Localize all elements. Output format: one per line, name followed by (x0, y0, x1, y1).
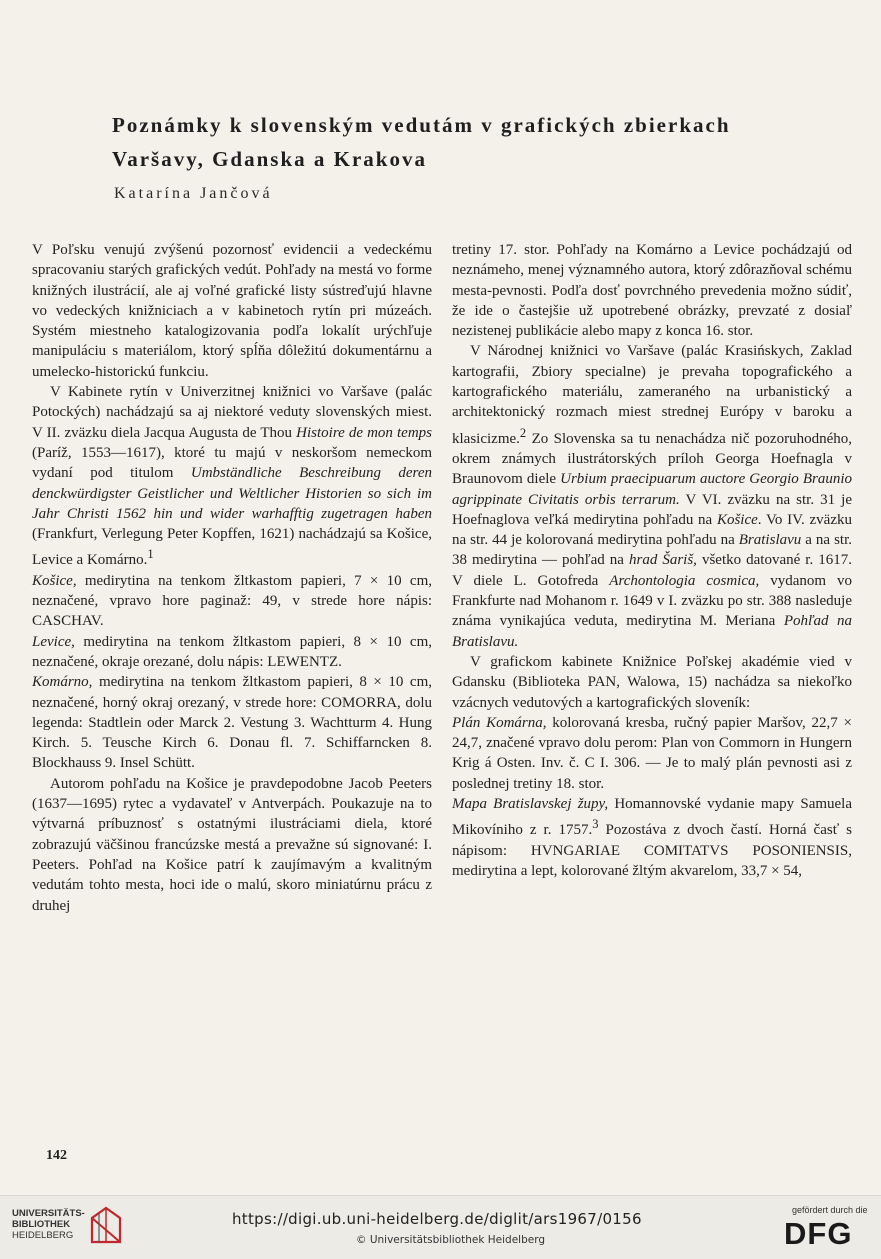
italic-text: Komárno, (32, 674, 93, 691)
italic-text: Košice (716, 511, 758, 528)
entry (32, 571, 432, 632)
text: kolorovaná kresba, ručný papier Maršov, 22,7 × 24,7, značené vpravo dolu perom: Plan von Commorn in Hungern Krig á Osten. Inv. č. C I. 306. — Je to malý plán pevnosti asi z poslednej tretiny 18. stor. (452, 714, 852, 792)
text: V Národnej knižnici vo Varšave (palác Krasińskych, Zaklad kartografii, Zbiory specialne) je prevaha topografického a kartografického materiálu, zameraného na urbanistický a architektonický rozmach miest strednej Európy v baroku a klasicizme. (452, 343, 852, 447)
dfg-logo[interactable]: DFG (784, 1216, 853, 1251)
entry (452, 713, 852, 794)
library-emblem-icon (88, 1204, 124, 1244)
paragraph: V Poľsku venujú zvýšenú pozornosť evidencii a vedeckému spracovaniu starých grafických vedút. Pohľady na mestá vo forme knižných ilustrácií, ale aj voľné grafické listy sústreďujú hlavne vo vedeckých knižniciach a v kabinetoch rytín pri múzeách. Systém miestneho katalogizovania podľa lokalít urýchľuje manipuláciu s materiálom, ktorý spĺňa dôležitú dokumentárnu a umelecko-historickú funkciu. (32, 242, 432, 380)
text: (Paríž, 1553—1617), ktoré tu majú v neskoršom nemeckom vydaní pod titulom (32, 444, 432, 482)
text: medirytina na tenkom žltkastom papieri, 7 × 10 cm, neznačené, vpravo hore paginaž: 49, v strede hore nápis: CASCHAV. (32, 572, 432, 630)
paragraph (452, 341, 852, 651)
text: Homannovské vydanie mapy Samuela Mikovíniho z r. 1757. (452, 796, 852, 839)
viewer-footer (0, 1195, 881, 1259)
italic-text: Košice, (32, 572, 77, 589)
funding-note: gefördert durch die (792, 1205, 868, 1215)
text: V VI. zväzku na str. 31 je Hoefnaglova veľká medirytina pohľadu na (452, 491, 852, 528)
italic-text: Levice, (32, 633, 75, 650)
page-number: 142 (46, 1148, 67, 1163)
library-name-line: BIBLIOTHEK (12, 1219, 71, 1230)
library-name-line: UNIVERSITÄTS- (12, 1208, 85, 1219)
title-line-1: Poznámky k slovenským vedutám v grafických zbierkach (112, 113, 731, 137)
text: . Vo IV. zväzku na str. 44 je kolorovaná medirytina pohľadu na (452, 511, 852, 549)
italic-text: hrad Šariš, (628, 552, 697, 569)
title-line-2: Varšavy, Gdanska a Krakova (112, 147, 427, 171)
text: V Kabinete rytín v Univerzitnej knižnici vo Varšave (palác Potockých) nachádzajú sa aj niektoré veduty slovenských miest. V II. zväzku diela Jacqua Augusta de Thou (32, 384, 432, 441)
italic-text: Pohľad na Bratislavu. (452, 613, 852, 650)
italic-text: Umbständliche Beschreibung deren denckwürdigster Geistlicher und Weltlicher Historien so sich im Jahr Christi 1562 hin und wider warhafftig zugetragen haben (32, 465, 432, 522)
entry (32, 672, 432, 773)
text: medirytina na tenkom žltkastom papieri, 8 × 10 cm, neznačené, horný okraj orezaný, v strede hore: COMORRA, dolu legenda: Stadtlein oder Marck 2. Vestung 3. Wachtturm 4. Hung Kirch. 5. Teusche Kirch 6. Donau fl. 7. Schiffarncken 8. Blockhauss 9. Insel Schütt. (32, 674, 432, 772)
italic-text: Plán Komárna, (452, 714, 547, 731)
text: medirytina na tenkom žltkastom papieri, 8 × 10 cm, neznačené, okraje orezané, dolu nápis: LEWENTZ. (32, 633, 432, 670)
library-name-line: HEIDELBERG (12, 1230, 74, 1241)
article-title (112, 108, 832, 176)
left-column (32, 240, 432, 916)
permalink-url[interactable]: https://digi.ub.uni-heidelberg.de/diglit/ars1967/0156 (232, 1210, 642, 1228)
text: všetko datované r. 1617. V diele L. Gotofreda (452, 552, 852, 589)
paragraph: tretiny 17. stor. Pohľady na Komárno a Levice pochádzajú od neznámeho, menej významného autora, ktorý zdôrazňoval schému mesta-pevnosti. Podľa dosť povrchného prevedenia možno súdiť, že ide o častejšie už upotrebené obrázky, prevzaté z dosiaľ nezistenej publikácie alebo mapy z konca 16. stor. (452, 242, 852, 340)
library-logo[interactable] (12, 1208, 85, 1241)
text: Zo Slovenska sa tu nenachádza nič pozoruhodného, okrem známych ilustrátorských príloh Georga Hoefnagla v Braunovom diele (452, 430, 852, 488)
italic-text: Bratislavu (738, 532, 802, 549)
copyright-notice: © Universitätsbibliothek Heidelberg (356, 1234, 546, 1246)
right-column (452, 240, 852, 881)
italic-text: Urbium praecipuarum auctore Georgio Braunio agrippinate Civitatis orbis terrarum. (452, 471, 852, 508)
text: Pozostáva z dvoch častí. Horná časť s nápisom: HVNGARIAE COMITATVS POSONIENSIS, medirytina a lept, kolorované žltým akvarelom, 33,7 × 54, (452, 822, 852, 879)
text: a na str. 38 medirytina — pohľad na (452, 532, 852, 569)
footnote-ref: 1 (147, 547, 154, 562)
author-name: Katarína Jančová (114, 185, 273, 202)
paragraph (32, 382, 432, 571)
footnote-ref: 2 (519, 425, 527, 440)
text: (Frankfurt, Verlegung Peter Kopffen, 1621) nachádzajú sa Košice, Levice a Komárno. (32, 526, 432, 569)
paragraph: V grafickom kabinete Knižnice Poľskej akadémie vied v Gdansku (Biblioteka PAN, Walowa, 15) nachádza sa niekoľko vzácnych vedutových a kartografických sloveník: (452, 653, 852, 711)
italic-text: Mapa Bratislavskej župy, (452, 796, 609, 813)
italic-text: Archontologia cosmica, (609, 572, 760, 589)
italic-text: Histoire de mon temps (296, 424, 432, 441)
footnote-ref: 3 (592, 817, 599, 832)
entry (452, 794, 852, 881)
text: vydanom vo Frankfurte nad Mohanom r. 1649 v I. zväzku po str. 388 nasleduje známa vynikajúca veduta, medirytina M. Meriana (452, 572, 852, 630)
entry (32, 632, 432, 673)
paragraph: Autorom pohľadu na Košice je pravdepodobne Jacob Peeters (1637—1695) rytec a vydavateľ v Antverpách. Poukazuje na to výtvarná príbuznosť s ostatnými ilustráciami diela, ktoré zobrazujú väčšinou francúzske mestá a prevažne sú signované: I. Peeters. Pohľad na Košice patrí k zaujímavým a kvalitným vedutám tohto mesta, hoci ide o malú, skoro miniatúrnu prácu z druhej (32, 775, 432, 914)
